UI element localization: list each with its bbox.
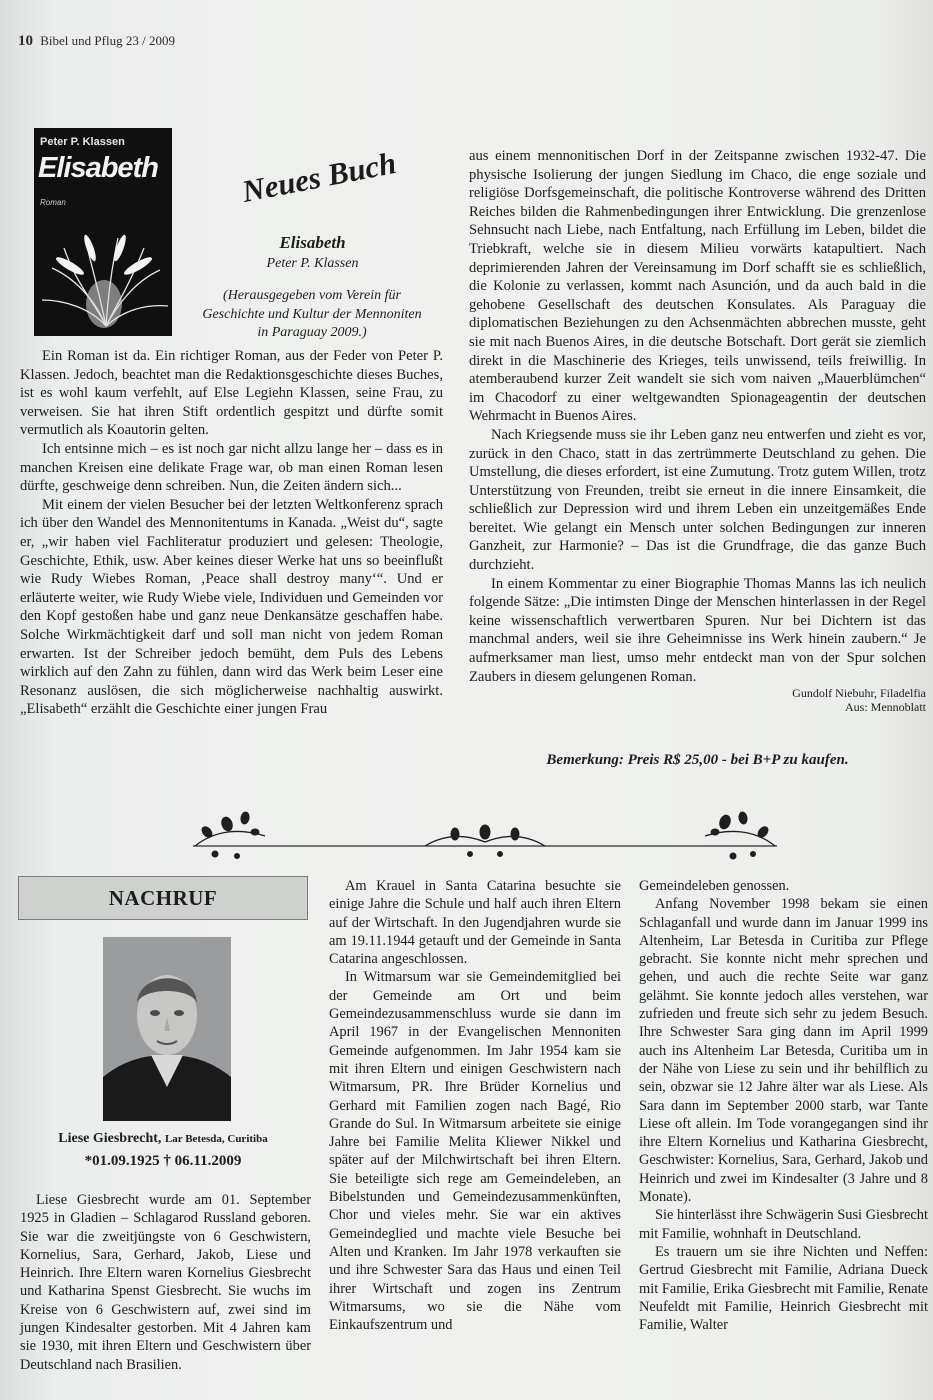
cactus-flower-illustration — [34, 208, 172, 336]
obituary-paragraph: Am Krauel in Santa Catarina besuchte sie einige Jahre die Schule und half auch ihren Eltern auf der Wirtschaft. In den Jugendjahren wurde sie am 19.11.1944 getauft und der Gemeinde in Santa Catarina angeschlossen. — [329, 878, 621, 968]
book-cover-image — [34, 128, 172, 336]
deceased-name-line — [18, 1131, 308, 1147]
article-paragraph: Nach Kriegsende muss sie ihr Leben ganz neu entwerfen und zieht es vor, zurück in den Chaco, statt in das zertrümmerte Deutschland zu gehen. Die Umstellung, die dieses erfordert, ist eine Zumutung. Trotz gutem Willen, trotz Unterstützung von Freunden, treibt sie erneut in die innere Einsamkeit, die schließlich zur Depression wird und ihrem Leben ein unzeitgemäßes Ende bereitet. Wie gelangt ein Mensch unter solchen Bedingungen zur inneren Ganzheit, zur Harmonie? – Das ist die Grundfrage, die das ganze Buch durchzieht. — [469, 426, 926, 574]
portrait-illustration — [103, 937, 231, 1121]
deceased-name: Liese Giesbrecht, — [58, 1131, 162, 1146]
obituary-heading-box — [18, 876, 308, 920]
article-paragraph: Ein Roman ist da. Ein richtiger Roman, aus der Feder von Peter P. Klassen. Jedoch, beachtet man die Redaktionsgeschichte dieses Buches, ist es wohl kaum verfehlt, auf Else Legiehn Klassen, seine Frau, zu verweisen. Sie hat ihren Stift ordentlich gespitzt und dürfte somit vermutlich als Koautorin gelten. — [20, 348, 443, 439]
cover-author: Peter P. Klassen — [40, 136, 125, 148]
article-paragraph: In einem Kommentar zu einer Biographie Thomas Manns las ich neulich folgende Sätze: „Die intimsten Dinge der Menschen hinterlassen in der Regel keine wissenschaftlich verwertbaren Spuren. Nur bei Dichtern ist das manchmal anders, weil sie ihre Geheimnisse ins Werk hinein zaubern.“ Je aufmerksamer man liest, umso mehr entdeckt man von der Spur solchen Zaubers in diesem gelungenen Roman. — [469, 575, 926, 685]
page-header — [18, 33, 175, 50]
cover-subtitle: Roman — [40, 198, 66, 207]
obituary-paragraph: Liese Giesbrecht wurde am 01. September 1925 in Gladien – Schlagarod Russland geboren. Sie war die zweitjüngste von 6 Geschwistern, Kornelius, Sara, Gerhard, Jakob, Liese und Heinrich. Ihre Eltern waren Kornelius Giesbrecht und Katharina Spenst Giesbrecht. Sie wuchs im Kreise von 6 Geschwistern auf, zwei sind im jungen Kindesalter gestorben. Mit 4 Jahren kam sie 1930, mit ihren Eltern und Geschwistern über Deutschland nach Brasilien. — [20, 1192, 311, 1373]
price-remark: Bemerkung: Preis R$ 25,00 - bei B+P zu kaufen. — [546, 752, 849, 768]
article-paragraph: Ich entsinne mich – es ist noch gar nicht allzu lange her – dass es in manchen Kreisen eine delikate Frage war, ob man einen Roman lesen dürfte, geschweige denn schreiben. Nun, die Zeiten ändern sich... — [20, 440, 443, 495]
article-source: Aus: Mennoblatt — [845, 700, 926, 715]
obituary-heading: NACHRUF — [108, 885, 218, 910]
article-paragraph: Mit einem der vielen Besucher bei der letzten Weltkonferenz sprach ich über den Wandel des Mennonitentums in Kanada. „Weist du“, sagte er, „wir haben viel Fachliteratur produziert und gelesen: Theologie, Geschichte, Ethik, usw. Aber keines dieser Werke hat uns so beeinflußt wie Rudy Wiebes Roman, ‚Peace shall destroy many‘“. Und er erläuterte weiter, wie Rudy Wiebe viele, Individuen und Gemeinden vor den Kopf gestoßen habe und ganz neue Denkansätze geschaffen habe. Solche Wirkmächtigkeit darf und soll man nicht von jedem Roman erwarten. Ist der Schreiber jedoch bemüht, dem Puls des Lebens wirklich auf den Zahn zu fühlen, dann wird das Werk beim Leser eine Resonanz auslösen, die sich möglicherweise nachhaltig auswirkt. „Elisabeth“ erzählt die Geschichte einer jungen Frau — [20, 496, 443, 718]
life-dates: *01.09.1925 † 06.11.2009 — [84, 1153, 242, 1169]
obituary-paragraph: Sie hinterlässt ihre Schwägerin Susi Giesbrecht mit Familie, wohnhaft in Deutschland. — [639, 1207, 928, 1242]
obituary-column-2 — [329, 877, 621, 1334]
obituary-paragraph: Anfang November 1998 bekam sie einen Schlaganfall und wurde dann im Januar 1999 ins Altenheim, Lar Betesda in Curitiba zur Pflege gebracht. Sie konnte nicht mehr sprechen und gehen, und auch die rechte Seite war ganz gelähmt. Sie konnte jedoch alles verstehen, war zufrieden und freute sich sehr zu jedem Besuch. Ihre Schwester Sara ging dann im April 1999 auch ins Altenheim Lar Betesda, Curitiba um in der Nähe von Liese zu sein und ihr behilflich zu sein, obzwar sie 12 Jahre älter war als Liese. Als Sara dann im September 2000 starb, war Tante Liese oft allein. Im Tode vorangegangen sind ihr ihre Eltern Kornelius und Katharina Giesbrecht, Geschwister: Kornelius, Sara, Gerhard, Jakob und Heinrich und zwei im Kindesalter (3 Jahre und 8 Monate). — [639, 896, 928, 1206]
publisher-note: (Herausgegeben vom Verein für Geschichte und Kultur der Mennoniten in Paraguay 2009.) — [202, 288, 422, 340]
obituary-paragraph: In Witmarsum war sie Gemeindemitglied bei der Gemeinde am Ort und beim Gemeindezusammenschluss wurde sie dann im April 1967 in der Evangelischen Mennoniten Gemeinde aufgenommen. Im Jahr 1954 kam sie mit ihren Eltern und einigen Geschwistern nach Witmarsum, PR. Ihre Brüder Kornelius und Gerhard mit Familien zogen nach Bagé, Rio Grande do Sul. In Witmarsum arbeitete sie einige Jahre bei Familie Melita Kliewer Nikkel und später auf der Milchwirtschaft bei ihren Eltern. Sie beteiligte sich rege am Gemeindeleben, an Bibelstunden und Gemeindezusammenkünften, Chor und vieles mehr. Sie war ein aktives Gemeindeglied und machte viele Besuche bei Alten und Kranken. Im Jahr 1978 verkauften sie und ihre Schwester Sara das Haus und einen Teil ihrer Wirtschaft und zogen ins Zentrum Witmarsums, wo sie die Nähe vom Einkaufszentrum und — [329, 969, 621, 1334]
page-number: 10 — [18, 33, 33, 49]
author-signature: Gundolf Niebuhr, Filadelfia — [792, 686, 926, 701]
book-title: Elisabeth — [279, 233, 346, 252]
deceased-place: Lar Betesda, Curitiba — [164, 1133, 268, 1145]
obituary-paragraph: Gemeindeleben genossen. — [639, 878, 790, 894]
cover-title: Elisabeth — [38, 152, 158, 184]
article-column-left — [20, 347, 443, 719]
article-paragraph: aus einem mennonitischen Dorf in der Zeitspanne zwischen 1932-47. Die physische Isolierung der jungen Siedlung im Chaco, die enge soziale und religiöse Dorfsgemeinschaft, die politische Kontroverse während des Dritten Reiches bilden die Rahmenbedingungen ihrer Entwicklung. Die grenzenlose Sehnsucht nach Liebe, nach Entfaltung, nach Erfüllung im Leben, bildet die Triebkraft, welche sie in diesem Milieu vorwärts katapultiert. Nach deprimierenden Jahren der Vereinsamung im Dorf schafft sie es schließlich, die Kolonie zu verlassen, kommt nach Asunción, und da auch bald in die gehobene Gesellschaft des deutschen Konsulates. Als Paraguay die diplomatischen Beziehungen zu den Achsenmächten abbrechen musste, geht sie mit nach Buenos Aires, in die deutsche Botschaft. Dort gerät sie ziemlich direkt in die Maschinerie des Krieges, teils unwissend, teils freiwillig. In atemberaubend kurzer Zeit wandelt sie sich vom naiven „Mauerblümchen“ im Chacodorf zu einer weltgewandten Spionageagentin der deutschen Wehrmacht in Buenos Aires. — [469, 148, 926, 425]
book-author: Peter P. Klassen — [266, 256, 359, 271]
obituary-column-3 — [639, 877, 928, 1334]
floral-divider-ornament — [185, 810, 785, 862]
obituary-column-1 — [20, 1191, 311, 1374]
portrait-photo — [103, 937, 231, 1121]
publication-name: Bibel und Pflug 23 / 2009 — [40, 33, 175, 48]
obituary-paragraph: Es trauern um sie ihre Nichten und Neffen: Gertrud Giesbrecht mit Familie, Adriana Dueck mit Familie, Erika Giesbrecht mit Familie, Renate Neufeldt mit Familie, Heinrich Giesbrecht mit Familie, Walter — [639, 1243, 928, 1334]
article-column-right — [469, 147, 926, 714]
section-heading: Neues Buch — [239, 144, 399, 210]
